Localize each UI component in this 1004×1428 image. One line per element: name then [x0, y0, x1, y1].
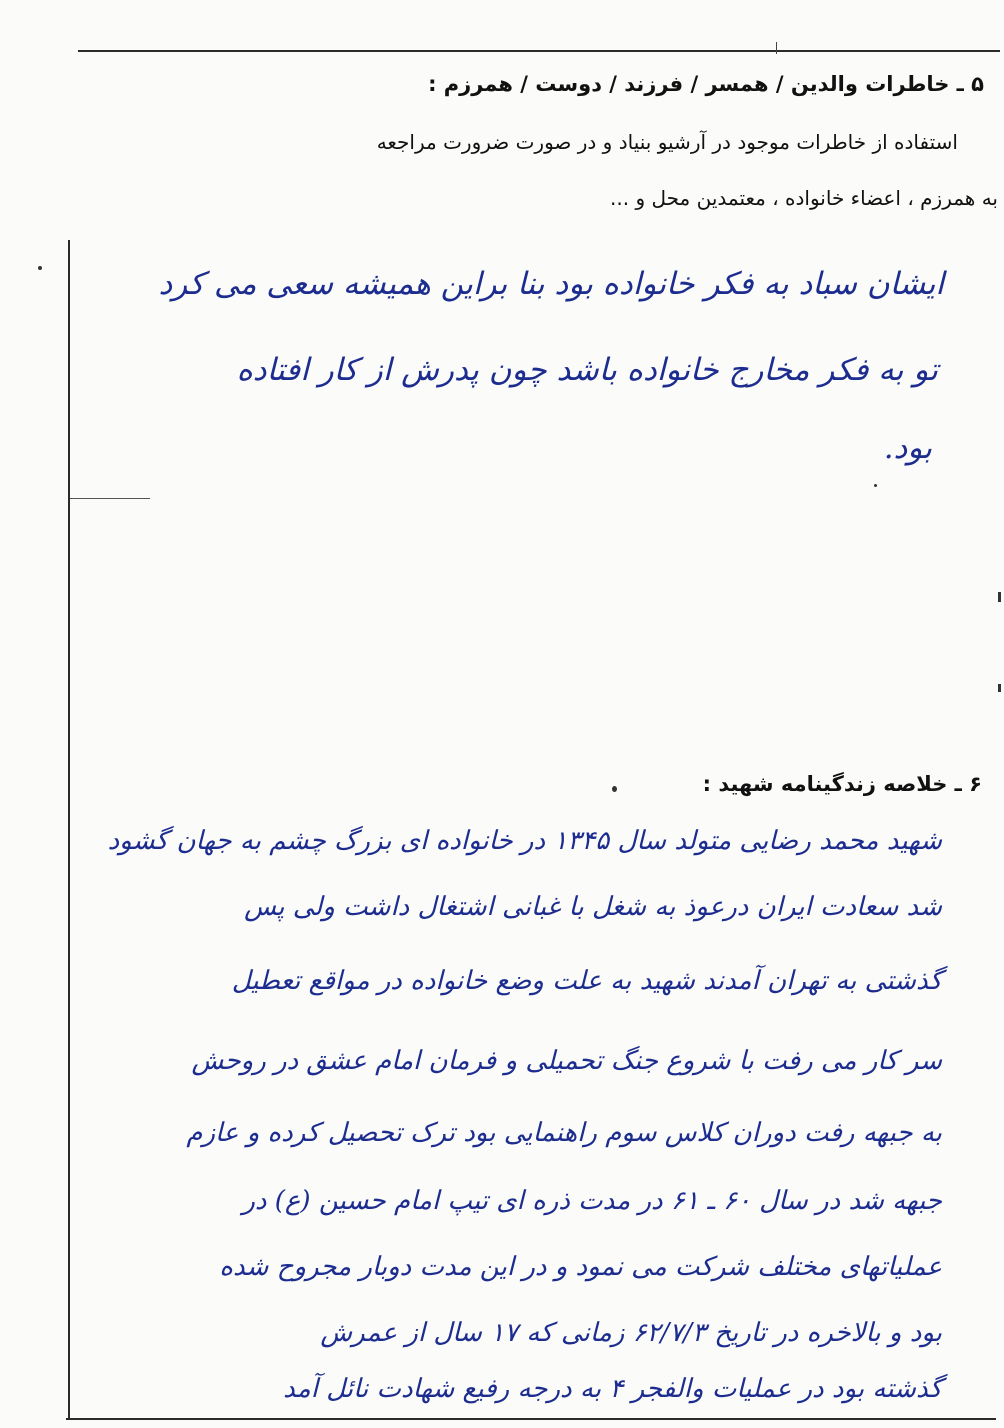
stray-ink-dot — [874, 484, 877, 487]
stray-ink-dot — [612, 786, 617, 792]
section6-handwritten-line-1: شهید محمد رضایی متولد سال ۱۳۴۵ در خانواده ای بزرگ چشم به جهان گشود — [107, 826, 942, 856]
section5-instruction-line-1: استفاده از خاطرات موجود در آرشیو بنیاد و در صورت ضرورت مراجعه — [376, 130, 958, 154]
top-tick-mark — [776, 42, 777, 54]
left-margin-dash — [70, 498, 150, 499]
section5-handwritten-line-1: ایشان سباد به فکر خانواده بود بنا براین همیشه سعی می کرد — [158, 266, 944, 302]
right-edge-mark — [998, 592, 1001, 602]
section6-handwritten-line-3: گذشتی به تهران آمدند شهید به علت وضع خانواده در مواقع تعطیل — [231, 966, 942, 996]
section6-handwritten-line-2: شد سعادت ایران درعوذ به شغل با غبانی اشتغال داشت ولی پس — [244, 892, 942, 922]
section6-handwritten-line-9: گذشته بود در عملیات والفجر ۴ به درجه رفیع شهادت نائل آمد — [283, 1374, 942, 1404]
section6-handwritten-line-6: جبهه شد در سال ۶۰ ـ ۶۱ در مدت ذره ای تیپ امام حسین (ع) در — [242, 1186, 942, 1216]
section6-handwritten-line-7: عملیاتهای مختلف شرکت می نمود و در این مدت دوبار مجروح شده — [219, 1252, 942, 1282]
right-edge-mark — [998, 684, 1001, 692]
section6-handwritten-line-5: به جبهه رفت دوران کلاس سوم راهنمایی بود ترک تحصیل کرده و عازم — [186, 1118, 942, 1148]
left-border-line — [68, 240, 70, 1420]
section5-instruction-line-2: به همرزم ، اعضاء خانواده ، معتمدین محل و ... — [610, 186, 998, 210]
section5-handwritten-line-3: بود. — [883, 430, 932, 466]
stray-ink-dot — [38, 266, 42, 270]
section5-heading: ۵ ـ خاطرات والدین / همسر / فرزند / دوست / همرزم : — [428, 72, 984, 96]
section5-handwritten-line-2: تو به فکر مخارج خانواده باشد چون پدرش از کار افتاده — [236, 352, 938, 388]
bottom-border-line — [66, 1418, 996, 1420]
section6-handwritten-line-4: سر کار می رفت با شروع جنگ تحمیلی و فرمان امام عشق در روحش — [191, 1046, 942, 1076]
section6-handwritten-line-8: بود و بالاخره در تاریخ ۶۲/۷/۳ زمانی که ۱۷ سال از عمرش — [320, 1318, 942, 1348]
top-border-line — [78, 50, 1000, 52]
section6-heading: ۶ ـ خلاصه زندگینامه شهید : — [702, 772, 982, 796]
